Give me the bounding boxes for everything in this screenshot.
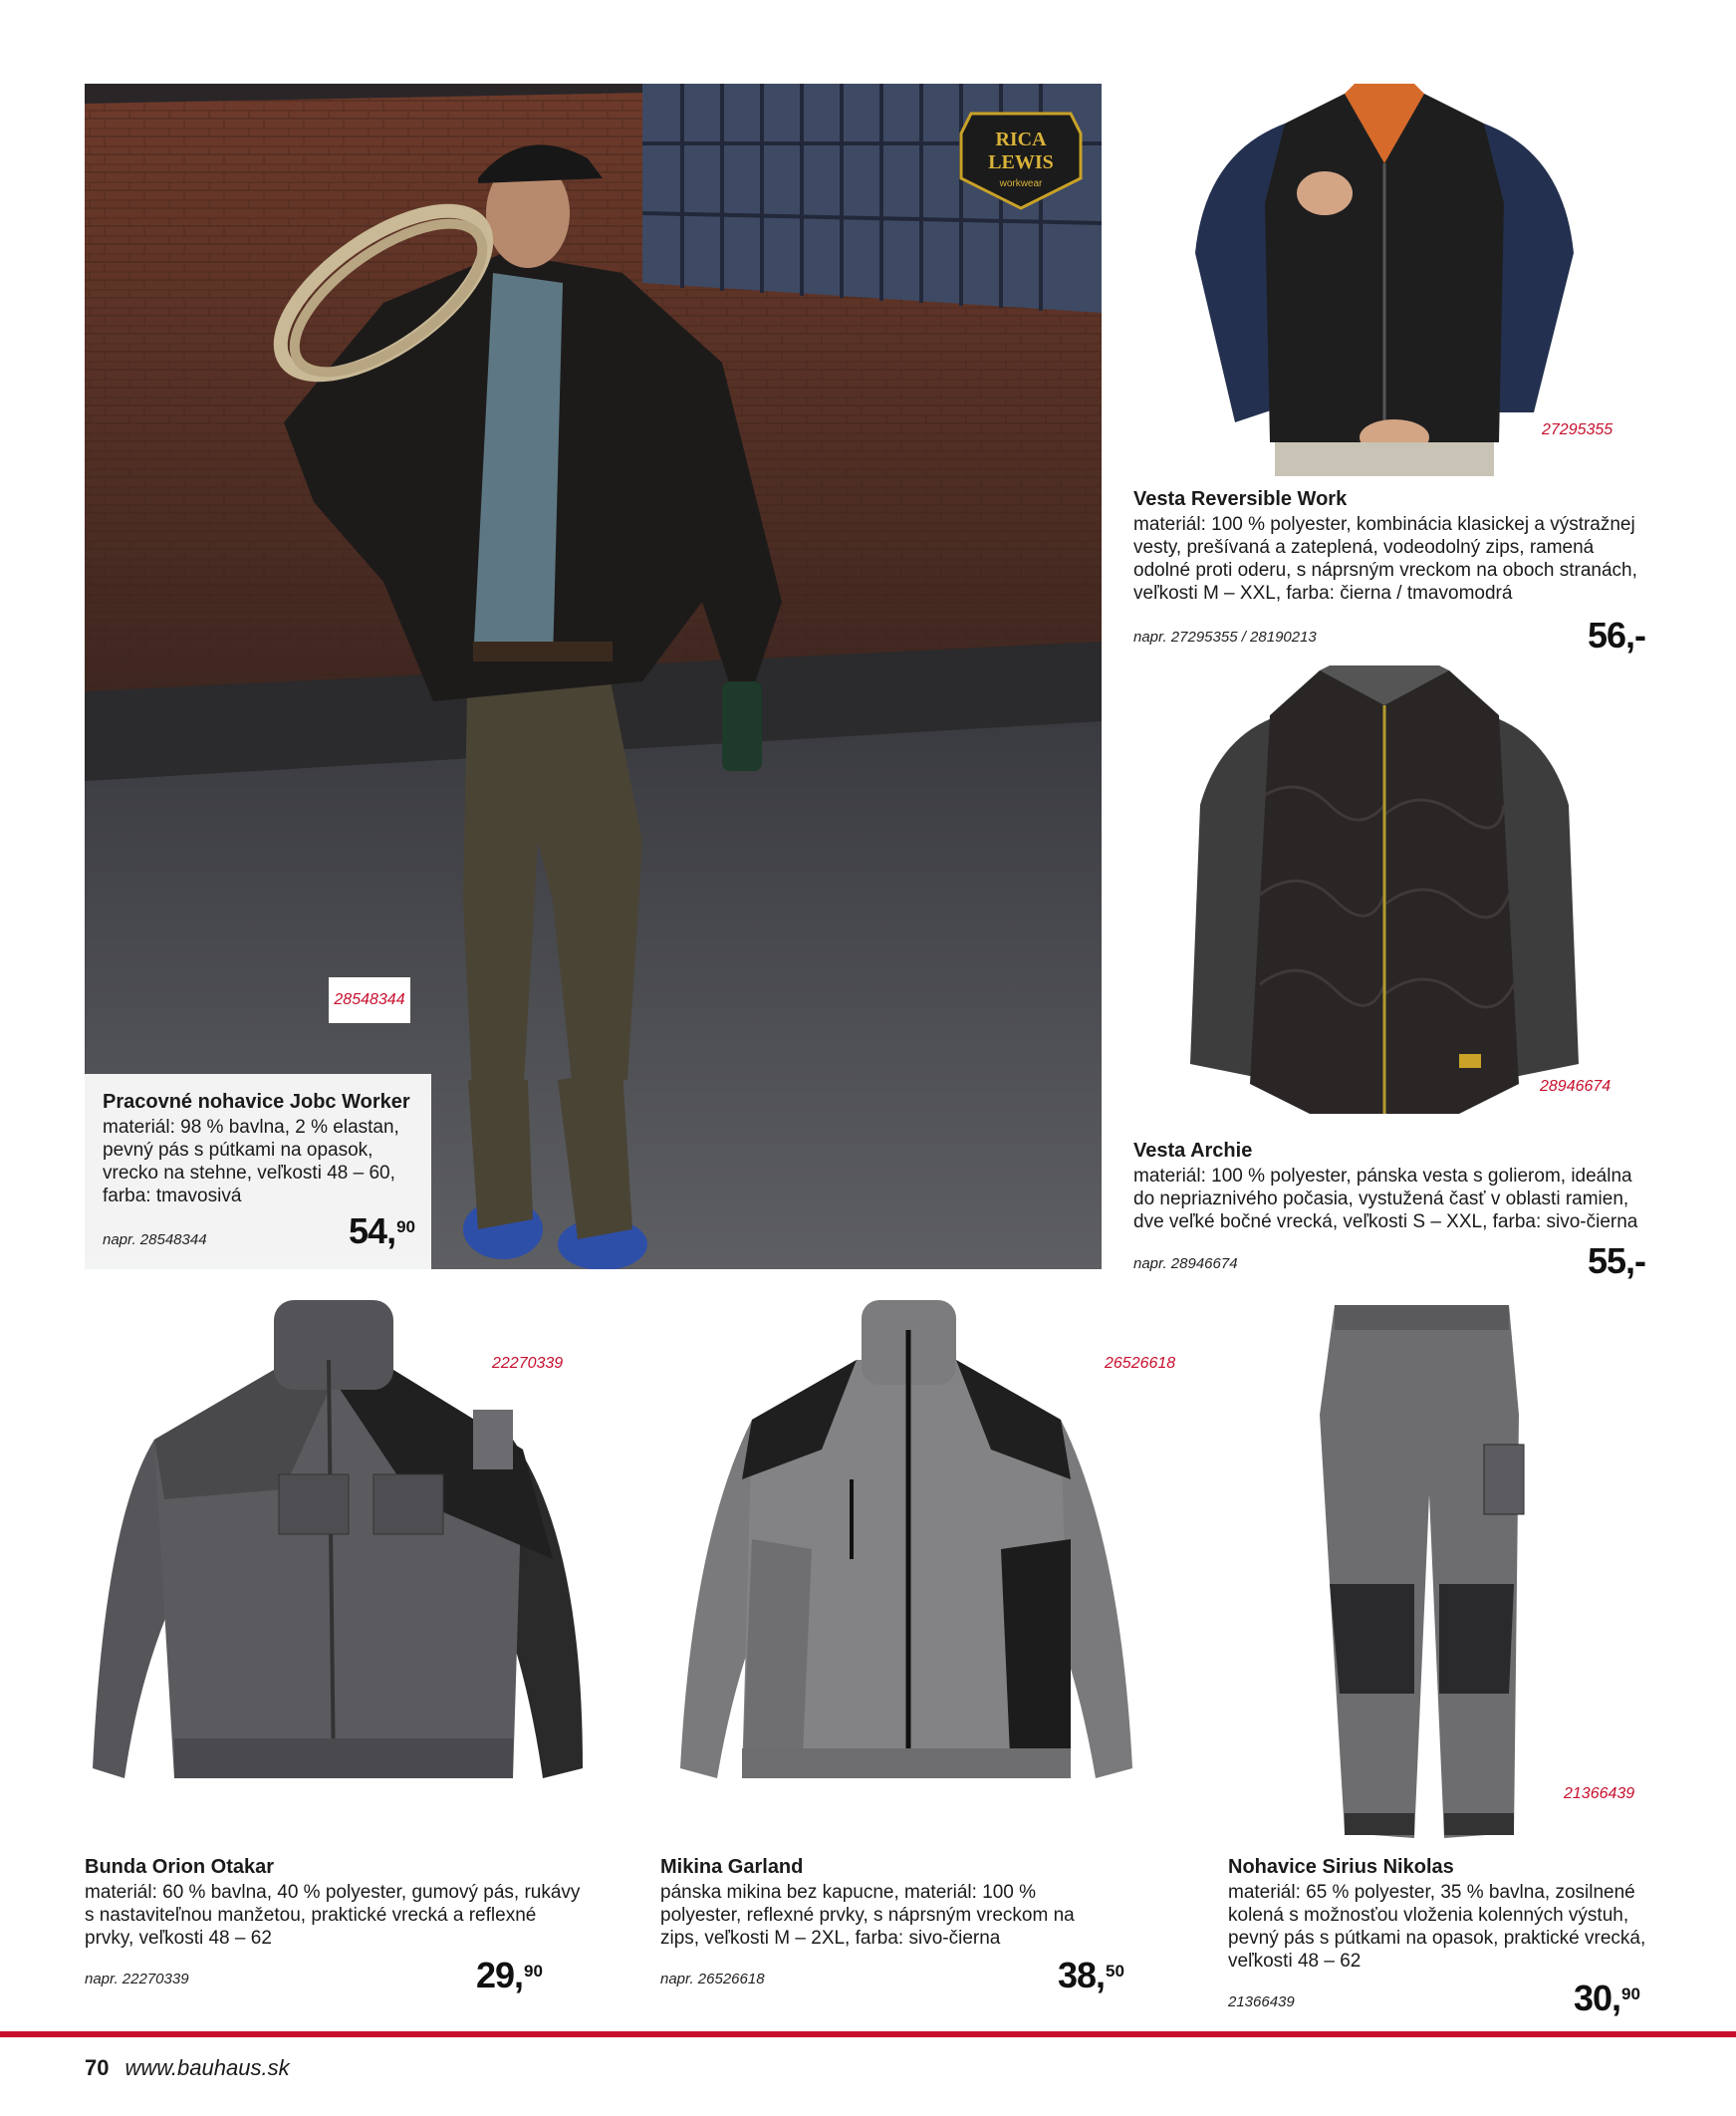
hero-code: 28548344 [334,991,405,1008]
jacket-orion-image [85,1300,588,1828]
sweater-garland-desc: pánska mikina bez kapucne, materiál: 100 % polyester, reflexné prvky, s náprsným vreckom na zips, veľkosti M – 2XL, farba: sivo-čierna [660,1882,1075,1949]
footer [85,2055,290,2081]
hero-info-panel [85,1074,431,1269]
jacket-orion-price: 29,90 [476,1955,543,1995]
hero-code-box [329,977,410,1023]
vest-reversible-desc: materiál: 100 % polyester, kombinácia klasickej a výstražnej vesty, prešívaná a zateplená, vodeodolný zips, ramená odolné proti oderu, s náprsným vreckom na oboch stranách, veľkosti M – XXL, farba: čierna / tmavomodrá [1133,514,1637,604]
vest-reversible-price: 56,- [1588,615,1646,656]
vest-archie-ref: napr. 28946674 [1133,1255,1238,1272]
pants-sirius-info [1228,1855,1646,1973]
footer-red-rule [0,2031,1736,2037]
vest-reversible-image [1175,84,1594,476]
jacket-orion-code: 22270339 [492,1355,564,1372]
page-number: 70 [85,2055,110,2080]
sweater-garland-title: Mikina Garland [660,1856,804,1878]
vest-reversible-ref: napr. 27295355 / 28190213 [1133,629,1317,646]
jacket-orion-title: Bunda Orion Otakar [85,1856,275,1878]
svg-text:workwear: workwear [999,178,1043,189]
vest-reversible-title: Vesta Reversible Work [1133,488,1348,510]
hero-desc: materiál: 98 % bavlna, 2 % elastan, pevný pás s pútkami na opasok, vrecko na stehne, veľkosti 48 – 60, farba: tmavosivá [103,1117,399,1206]
vest-archie-image [1160,665,1612,1124]
footer-url[interactable]: www.bauhaus.sk [124,2055,290,2080]
sweater-garland-info [660,1855,1079,1950]
vest-archie-title: Vesta Archie [1133,1140,1253,1162]
pants-sirius-price: 30,90 [1574,1978,1640,2018]
vest-archie-info [1133,1139,1651,1233]
sweater-garland-price: 38,50 [1058,1955,1124,1995]
hero-title: Pracovné nohavice Jobc Worker [103,1091,410,1113]
pants-sirius-image [1305,1295,1549,1853]
svg-text:RICA: RICA [995,129,1047,150]
jacket-orion-info [85,1855,583,1950]
pants-sirius-title: Nohavice Sirius Nikolas [1228,1856,1454,1878]
jacket-orion-ref: napr. 22270339 [85,1971,189,1987]
pants-sirius-ref: 21366439 [1228,1993,1295,2010]
sweater-garland-ref: napr. 26526618 [660,1971,765,1987]
hero-ref: napr. 28548344 [103,1231,207,1248]
vest-archie-price: 55,- [1588,1240,1646,1281]
vest-archie-desc: materiál: 100 % polyester, pánska vesta s golierom, ideálna do nepriaznivého počasia, vystužená časť v oblasti ramien, dve veľké bočné vrecká, veľkosti S – XXL, farba: sivo-čierna [1133,1166,1638,1232]
jacket-orion-desc: materiál: 60 % bavlna, 40 % polyester, gumový pás, rukávy s nastaviteľnou manžetou, praktické vrecká a reflexné prvky, veľkosti 48 – 62 [85,1882,581,1949]
sweater-garland-image [672,1300,1140,1823]
svg-text:LEWIS: LEWIS [988,151,1054,173]
hero-price: 54,90 [349,1210,415,1251]
vest-reversible-info [1133,487,1651,605]
vest-archie-code: 28946674 [1540,1078,1612,1095]
pants-sirius-desc: materiál: 65 % polyester, 35 % bavlna, zosilnené kolená s možnosťou vloženia kolenných výstuh, pevný pás s pútkami na opasok, praktické vrecká, veľkosti 48 – 62 [1228,1882,1646,1972]
pants-sirius-code: 21366439 [1564,1785,1635,1802]
vest-reversible-code: 27295355 [1542,421,1613,438]
sweater-garland-code: 26526618 [1105,1355,1176,1372]
